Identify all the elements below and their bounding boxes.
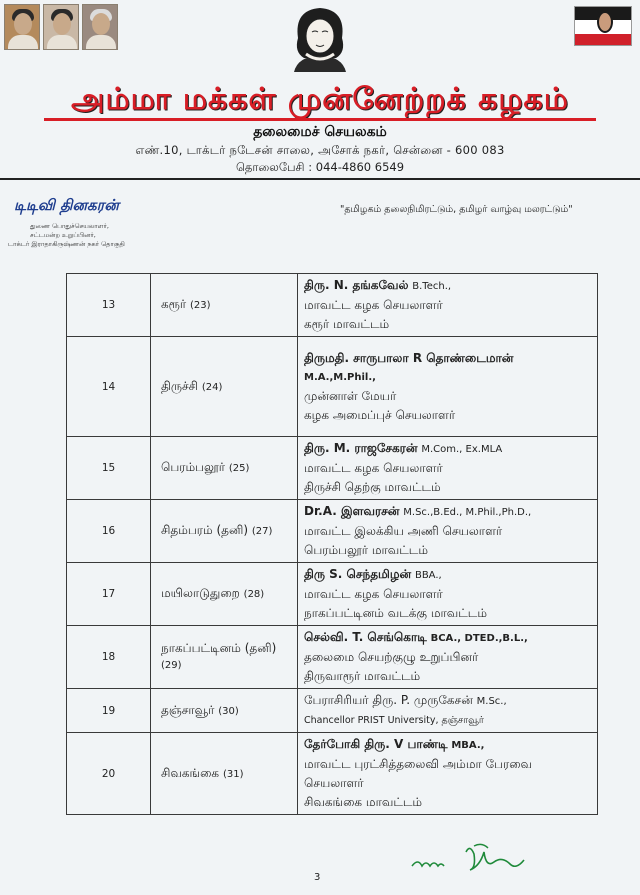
constituency-code: (27) bbox=[251, 526, 273, 537]
candidate-qualification: MBA., bbox=[451, 740, 485, 751]
candidate-district: சிவகங்கை மாவட்டம் bbox=[304, 795, 423, 809]
constituency-cell bbox=[151, 500, 298, 563]
candidate-qualification: B.Tech., bbox=[412, 281, 452, 292]
candidate-name: திரு. N. தங்கவேல் bbox=[304, 278, 409, 292]
candidate-district: திருச்சி தெற்கு மாவட்டம் bbox=[304, 480, 441, 494]
phone-number: 044-4860 6549 bbox=[315, 160, 405, 174]
signatory-constituency: டாக்டர் இராதாகிருஷ்ணன் நகர் தொகுதி bbox=[8, 240, 125, 248]
candidate-details bbox=[298, 733, 598, 815]
candidate-qualification: M.Sc.,B.Ed., M.Phil.,Ph.D., bbox=[403, 507, 532, 518]
signatory-name: டிடிவி தினகரன் bbox=[14, 196, 119, 214]
leader-portraits bbox=[4, 4, 118, 50]
candidate-table bbox=[66, 273, 598, 815]
constituency-name: பெரம்பலூர் bbox=[161, 460, 226, 474]
party-flag-icon bbox=[574, 6, 632, 46]
constituency-name: தஞ்சாவூர் bbox=[161, 702, 215, 717]
constituency-code: (25) bbox=[228, 463, 250, 474]
candidate-qualification: M.A.,M.Phil., bbox=[304, 371, 376, 383]
constituency-cell bbox=[151, 274, 298, 337]
table-row bbox=[67, 689, 598, 733]
leader-sketch-icon bbox=[276, 2, 364, 72]
candidate-qualification: BCA., DTED.,B.L., bbox=[430, 633, 528, 644]
table-row bbox=[67, 500, 598, 563]
constituency-cell bbox=[151, 563, 298, 626]
office-phone bbox=[0, 160, 640, 176]
constituency-cell bbox=[151, 437, 298, 500]
constituency-code: (28) bbox=[243, 589, 265, 600]
row-number: 13 bbox=[67, 274, 151, 337]
candidate-details bbox=[298, 626, 598, 689]
row-number: 17 bbox=[67, 563, 151, 626]
row-number: 19 bbox=[67, 689, 151, 733]
constituency-name: மயிலாடுதுறை bbox=[161, 586, 240, 600]
constituency-cell bbox=[151, 689, 298, 733]
table-row bbox=[67, 626, 598, 689]
candidate-district: திருவாரூர் மாவட்டம் bbox=[304, 669, 421, 683]
table-row bbox=[67, 337, 598, 437]
page-number: 3 bbox=[314, 872, 321, 883]
constituency-name: கரூர் bbox=[161, 297, 187, 311]
row-number: 14 bbox=[67, 337, 151, 437]
candidate-name: திரு S. செந்தமிழன் bbox=[304, 567, 412, 581]
candidate-role: முன்னாள் மேயர் bbox=[304, 388, 397, 403]
table-row bbox=[67, 274, 598, 337]
candidate-name: திரு. M. ராஜசேகரன் bbox=[304, 441, 418, 455]
signatory-title: சட்டமன்ற உறுப்பினர், bbox=[30, 231, 96, 239]
candidate-details bbox=[298, 563, 598, 626]
candidate-name: பேராசிரியர் திரு. P. முருகேசன் bbox=[304, 693, 473, 707]
constituency-code: (30) bbox=[218, 705, 239, 717]
row-number: 16 bbox=[67, 500, 151, 563]
portrait-photo bbox=[4, 4, 40, 50]
candidate-details bbox=[298, 437, 598, 500]
constituency-cell bbox=[151, 626, 298, 689]
party-name-underline bbox=[44, 118, 596, 121]
candidate-details bbox=[298, 689, 598, 733]
portrait-photo bbox=[82, 4, 118, 50]
candidate-details bbox=[298, 337, 598, 437]
constituency-code: (23) bbox=[190, 300, 211, 311]
candidate-role: மாவட்ட புரட்சித்தலைவி அம்மா பேரவை bbox=[304, 757, 533, 771]
candidate-district: பெரம்பலூர் மாவட்டம் bbox=[304, 543, 428, 557]
candidate-role: மாவட்ட கழக செயலாளர் bbox=[304, 587, 443, 601]
candidate-role: மாவட்ட இலக்கிய அணி செயலாளர் bbox=[304, 524, 503, 538]
row-number: 20 bbox=[67, 733, 151, 815]
constituency-code: (31) bbox=[222, 768, 244, 780]
candidate-role: கழக அமைப்புச் செயலாளர் bbox=[304, 407, 456, 422]
candidate-role: Chancellor PRIST University, தஞ்சாவூர் bbox=[304, 715, 484, 726]
candidate-role: தலைமை செயற்குழு உறுப்பினர் bbox=[304, 650, 479, 664]
party-slogan: "தமிழகம் தலைநிமிரட்டும், தமிழர் வாழ்வு மலரட்டும்" bbox=[340, 204, 573, 215]
constituency-name: சிவகங்கை bbox=[161, 765, 220, 780]
candidate-qualification: M.Sc., bbox=[476, 696, 507, 707]
table-row bbox=[67, 733, 598, 815]
office-title: தலைமைச் செயலகம் bbox=[253, 124, 387, 140]
table-row bbox=[67, 563, 598, 626]
constituency-name: நாகப்பட்டினம் (தனி) bbox=[161, 641, 277, 655]
constituency-cell bbox=[151, 337, 298, 437]
candidate-name: திருமதி. சாருபாலா R தொண்டைமான் bbox=[304, 350, 514, 365]
phone-label: தொலைபேசி bbox=[235, 160, 305, 174]
candidate-district: கரூர் மாவட்டம் bbox=[304, 317, 390, 331]
candidate-name: தேர்போகி திரு. V பாண்டி bbox=[304, 737, 448, 751]
candidate-name: Dr.A. இளவரசன் bbox=[304, 504, 400, 518]
row-number: 15 bbox=[67, 437, 151, 500]
candidate-district: நாகப்பட்டினம் வடக்கு மாவட்டம் bbox=[304, 606, 487, 620]
candidate-name: செல்வி. T. செங்கொடி bbox=[304, 630, 427, 644]
constituency-name: திருச்சி bbox=[161, 378, 198, 393]
row-number: 18 bbox=[67, 626, 151, 689]
constituency-code: (29) bbox=[161, 660, 182, 671]
portrait-photo bbox=[43, 4, 79, 50]
candidate-qualification: M.Com., Ex.MLA bbox=[421, 444, 503, 455]
handwritten-signature bbox=[408, 838, 548, 878]
party-name: அம்மா மக்கள் முன்னேற்றக் கழகம் bbox=[71, 82, 569, 117]
office-address: எண்.10, டாக்டர் நடேசன் சாலை, அசோக் நகர், சென்னை - 600 083 bbox=[135, 143, 505, 157]
candidate-role: செயலாளர் bbox=[304, 776, 364, 790]
candidate-role: மாவட்ட கழக செயலாளர் bbox=[304, 298, 443, 312]
constituency-name: சிதம்பரம் (தனி) bbox=[161, 523, 249, 537]
candidate-details bbox=[298, 274, 598, 337]
candidate-role: மாவட்ட கழக செயலாளர் bbox=[304, 461, 443, 475]
candidate-qualification: BBA., bbox=[414, 570, 442, 581]
header-divider bbox=[0, 178, 640, 180]
phone-separator: : bbox=[308, 160, 313, 174]
signatory-title: துணை பொதுச்செயலாளர், bbox=[30, 222, 110, 230]
candidate-details bbox=[298, 500, 598, 563]
constituency-code: (24) bbox=[201, 381, 223, 393]
table-row bbox=[67, 437, 598, 500]
constituency-cell bbox=[151, 733, 298, 815]
